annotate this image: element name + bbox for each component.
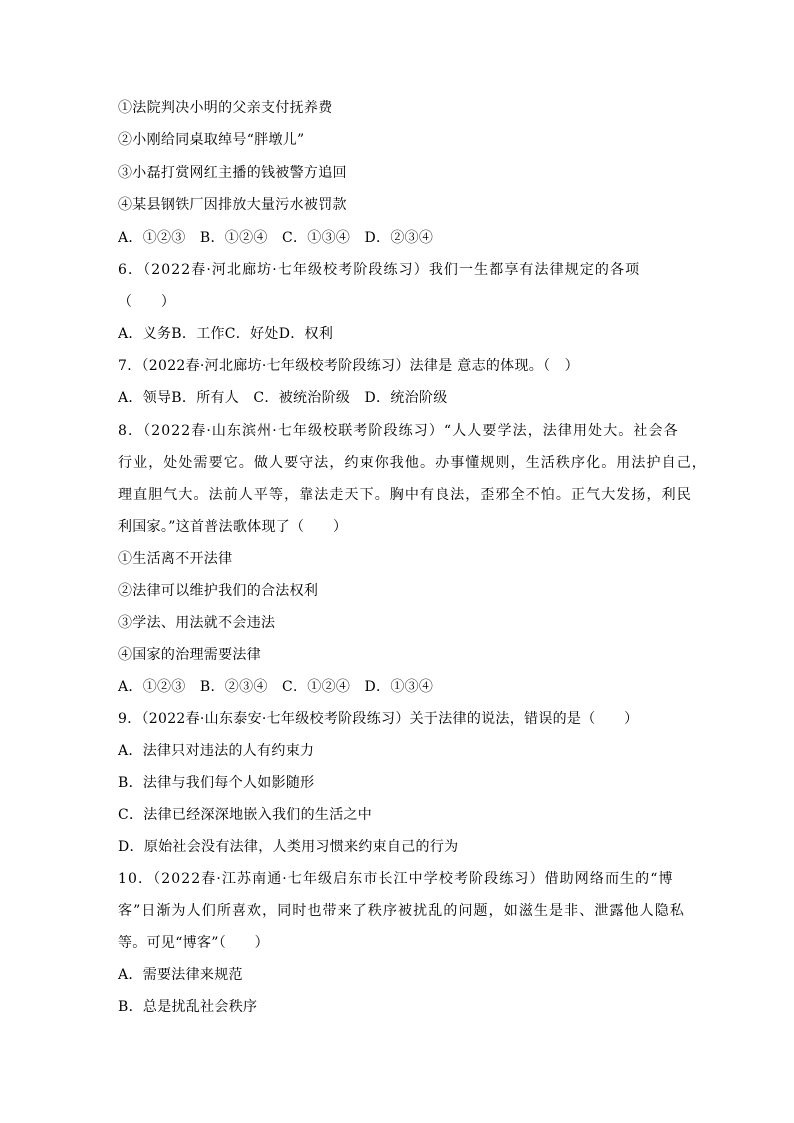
answer-choices: A．义务B．工作C．好处D．权利	[118, 326, 334, 342]
question-7-stem: 7．（2022春·河北廊坊·七年级校考阶段练习）法律是 意志的体现。（ ）	[118, 358, 579, 374]
question-10-stem: 10．（2022春·江苏南通·七年级启东市长江中学校考阶段练习）借助网络而生的“博	[118, 871, 674, 887]
question-8-stem-cont: 利国家。”这首普法歌体现了（ ）	[118, 519, 348, 535]
question-9-stem: 9．（2022春·山东泰安·七年级校考阶段练习）关于法律的说法，错误的是（ ）	[118, 711, 639, 727]
question-8-stem-cont: 行业，处处需要它。做人要守法，约束你我他。办事懂规则，生活秩序化。用法护自己，	[118, 455, 707, 471]
answer-choice: B．法律与我们每个人如影随形	[118, 775, 315, 791]
option-line: ④某县钢铁厂因排放大量污水被罚款	[118, 197, 347, 213]
answer-choice: D．原始社会没有法律，人类用习惯来约束自己的行为	[118, 839, 459, 855]
option-line: ①法院判决小明的父亲支付抚养费	[118, 100, 333, 116]
answer-choices: A．①②③ B．①②④ C．①③④ D．②③④	[118, 230, 434, 246]
question-6-blank: （ ）	[118, 294, 176, 310]
question-8-stem: 8．（2022春·山东滨州·七年级校联考阶段练习）“人人要学法，法律用处大。社会各	[118, 423, 679, 439]
answer-choice: C．法律已经深深地嵌入我们的生活之中	[118, 807, 373, 823]
option-line: ①生活离不开法律	[118, 551, 233, 567]
answer-choice: A．需要法律来规范	[118, 967, 243, 983]
answer-choice: A．法律只对违法的人有约束力	[118, 743, 315, 759]
option-line: ③小磊打赏网红主播的钱被警方追回	[118, 165, 347, 181]
option-line: ②小刚给同桌取绰号“胖墩儿”	[118, 132, 305, 148]
answer-choices: A．①②③ B．②③④ C．①②④ D．①③④	[118, 679, 434, 695]
question-10-stem-cont: 等。可见“博客”（ ）	[118, 935, 269, 951]
answer-choice: B．总是扰乱社会秩序	[118, 999, 258, 1015]
option-line: ②法律可以维护我们的合法权利	[118, 583, 319, 599]
option-line: ④国家的治理需要法律	[118, 647, 261, 663]
question-6-stem: 6．（2022春·河北廊坊·七年级校考阶段练习）我们一生都享有法律规定的各项	[118, 262, 641, 278]
option-line: ③学法、用法就不会违法	[118, 615, 276, 631]
question-10-stem-cont: 客”日渐为人们所喜欢，同时也带来了秩序被扰乱的问题，如滋生是非、泄露他人隐私	[118, 903, 685, 919]
question-8-stem-cont: 理直胆气大。法前人平等，靠法走天下。胸中有良法，歪邪全不怕。正气大发扬，利民	[118, 487, 692, 503]
answer-choices: A．领导B．所有人 C．被统治阶级 D．统治阶级	[118, 390, 448, 406]
